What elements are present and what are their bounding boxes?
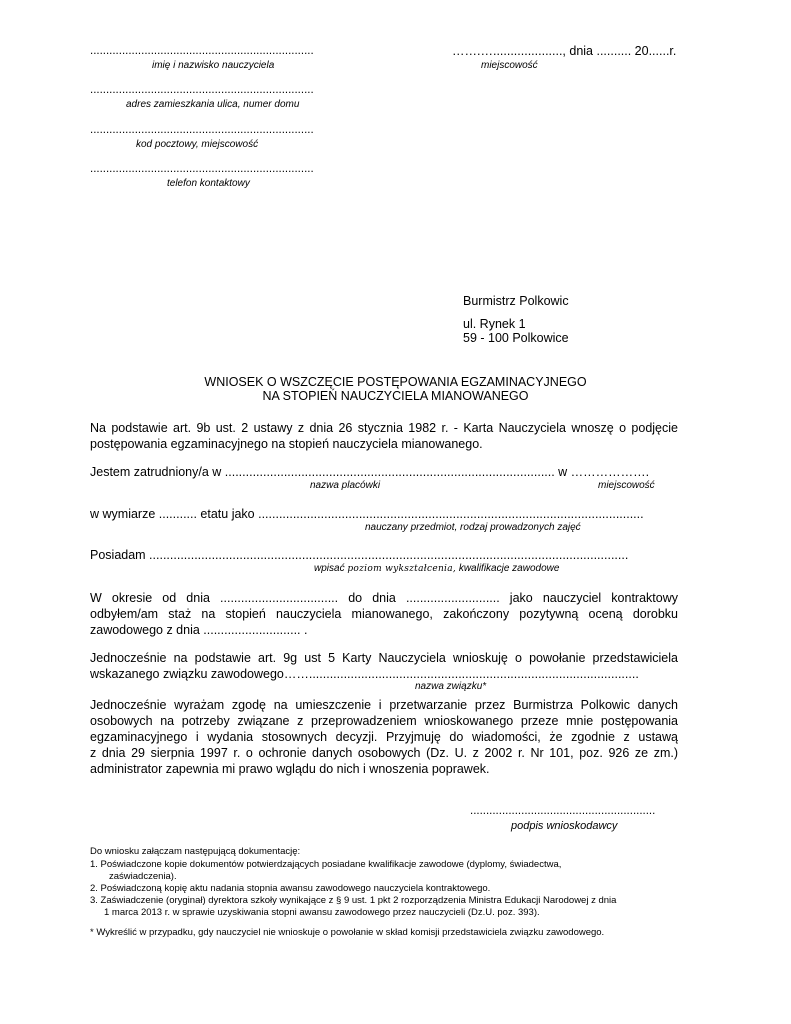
- possess-label-a: wpisać: [314, 563, 345, 574]
- place-date-line[interactable]: …….…...................., dnia .......... 20......r.: [452, 44, 677, 58]
- attachment-item-3b: 1 marca 2013 r. w sprawie uzyskiwania stopni awansu zawodowego przez nauczycieli (Dz.U. poz. 393).: [104, 907, 540, 918]
- consent-line-3: egzaminacyjnego i wydania stosownych decyzji. Przyjmuję do wiadomości, że zgodnie z ustawą: [90, 730, 678, 744]
- attachment-item-1a: 1. Poświadczone kopie dokumentów potwierdzających posiadane kwalifikacje zawodowe (dyplomy, świadectwa,: [90, 859, 562, 870]
- attachment-item-1b: zaświadczenia).: [109, 871, 177, 882]
- intro-line-1: Na podstawie art. 9b ust. 2 ustawy z dnia 26 stycznia 1982 r. - Karta Nauczyciela wnoszę o podjęcie: [90, 421, 678, 435]
- union-line-1: Jednocześnie na podstawie art. 9g ust 5 Karty Nauczyciela wnioskuję o powołanie przedstawiciela: [90, 651, 678, 665]
- postal-label: kod pocztowy, miejscowość: [136, 139, 259, 150]
- signature-line[interactable]: ..........................................................: [470, 805, 656, 817]
- possess-label-b: poziom wykształcenia,: [347, 564, 457, 574]
- union-label: nazwa związku*: [415, 681, 487, 692]
- recipient-name: Burmistrz Polkowic: [463, 294, 569, 308]
- possess-label: [314, 563, 559, 574]
- address-label: adres zamieszkania ulica, numer domu: [126, 99, 300, 110]
- consent-line-2: osobowych na potrzeby związane z przeprowadzeniem wnioskowanego przeze mnie postępowania: [90, 714, 678, 728]
- postal-line[interactable]: ......................................................................: [90, 124, 314, 136]
- employed-label-place: nazwa placówki: [310, 480, 381, 491]
- period-paragraph: [90, 590, 678, 638]
- consent-paragraph: [90, 697, 678, 777]
- possess-label-c: kwalifikacje zawodowe: [458, 563, 560, 574]
- document-title-line1: WNIOSEK O WSZCZĘCIE POSTĘPOWANIA EGZAMINACYJNEGO: [204, 375, 587, 389]
- document-title-line2: NA STOPIEŃ NAUCZYCIELA MIANOWANEGO: [262, 389, 529, 403]
- intro-paragraph: [90, 420, 678, 452]
- recipient-street: ul. Rynek 1: [463, 317, 526, 331]
- recipient-city: 59 - 100 Polkowice: [463, 331, 569, 345]
- phone-label: telefon kontaktowy: [167, 178, 250, 189]
- consent-line-4: z dnia 29 sierpnia 1997 r. o ochronie danych osobowych (Dz. U. z 2002 r. Nr 101, poz. 926 ze zm.): [90, 746, 678, 760]
- union-paragraph: [90, 650, 678, 682]
- footnote: * Wykreślić w przypadku, gdy nauczyciel nie wnioskuje o powołanie w skład komisji przedstawiciela związku zawodowego.: [90, 927, 605, 938]
- consent-line-5: administrator zapewnia mi prawo wglądu do nich i wnoszenia poprawek.: [90, 762, 490, 776]
- period-line-2: odbyłem/am staż na stopień nauczyciela mianowanego, zakończony pozytywną oceną dorobku: [90, 607, 678, 621]
- attachment-item-3a: 3. Zaświadczenie (oryginał) dyrektora szkoły wynikające z § 9 ust. 1 pkt 2 rozporządzenia Ministra Edukacji Narodowej z dnia: [90, 895, 617, 906]
- attachment-item-2: 2. Poświadczoną kopię aktu nadania stopnia awansu zawodowego nauczyciela kontraktowego.: [90, 883, 491, 894]
- signature-label: podpis wnioskodawcy: [511, 820, 618, 832]
- period-line-1[interactable]: W okresie od dnia .................................. do dnia ........................... jako nauczyciel kontraktowy: [90, 591, 678, 605]
- possess-line[interactable]: Posiadam ..........................................................................................................................................: [90, 548, 629, 562]
- period-line-3[interactable]: zawodowego z dnia ............................ .: [90, 623, 308, 637]
- address-line[interactable]: ......................................................................: [90, 84, 314, 96]
- employed-label-city: miejscowość: [598, 480, 655, 491]
- intro-line-2: postępowania egzaminacyjnego na stopień nauczyciela mianowanego.: [90, 437, 483, 451]
- attachments-heading: Do wniosku załączam następującą dokumentację:: [90, 846, 301, 857]
- phone-line[interactable]: ......................................................................: [90, 163, 314, 175]
- place-label: miejscowość: [481, 60, 538, 71]
- employed-line[interactable]: Jestem zatrudniony/a w ............................................................................................... w ……………….: [90, 465, 650, 479]
- extent-label: nauczany przedmiot, rodzaj prowadzonych zajęć: [365, 522, 581, 533]
- consent-line-1: Jednocześnie wyrażam zgodę na umieszczenie i przetwarzanie przez Burmistrza Polkowic danych: [90, 698, 678, 712]
- extent-line[interactable]: w wymiarze ........... etatu jako ...............................................................................................................: [90, 507, 644, 521]
- name-line[interactable]: ......................................................................: [90, 45, 314, 57]
- union-line-2[interactable]: wskazanego związku zawodowego……...............................................................................................: [90, 667, 639, 681]
- name-label: imię i nazwisko nauczyciela: [152, 60, 275, 71]
